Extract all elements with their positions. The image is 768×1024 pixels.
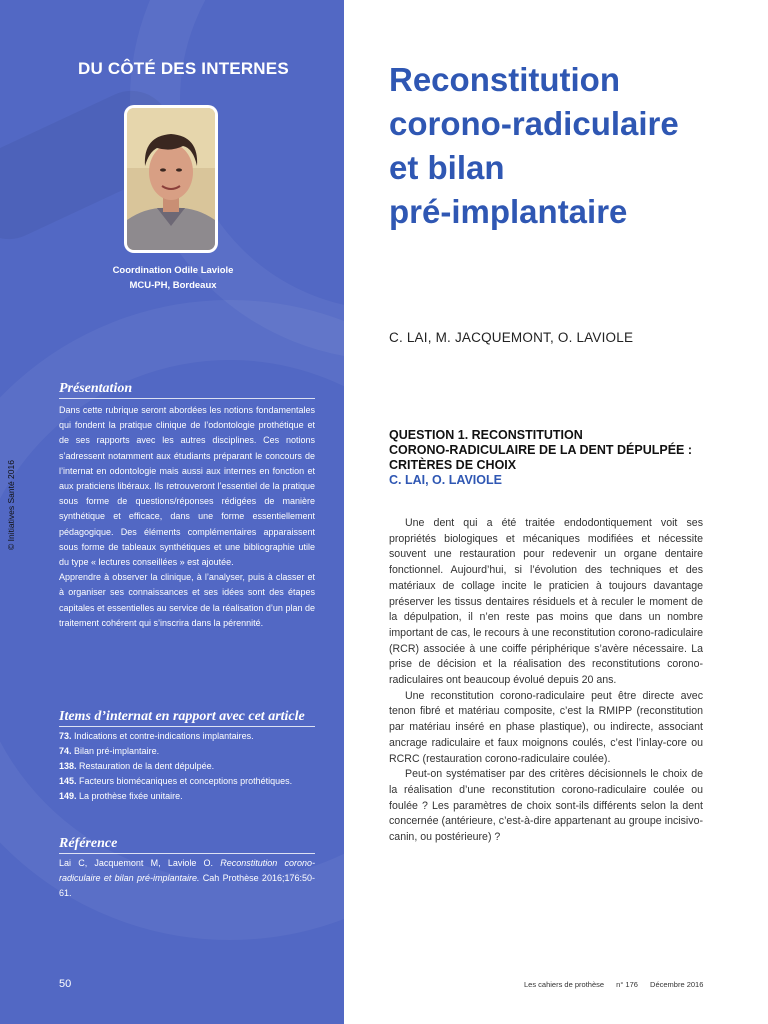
divider <box>59 726 315 727</box>
article-title <box>389 58 679 234</box>
section-label: DU CÔTÉ DES INTERNES <box>78 59 289 78</box>
list-item <box>59 744 329 759</box>
page-footer <box>524 980 713 989</box>
item-number: 138. <box>59 761 77 771</box>
reference-text <box>59 856 315 902</box>
reference-authors: Lai C, Jacquemont M, Laviole O. <box>59 858 214 868</box>
divider <box>59 398 315 399</box>
body-paragraph: Peut-on systématiser par des critères décisionnels le choix de la réalisation d’une reconstitution corono-radiculaire coulée ou foulée ? Les paramètres de choix sont-ils différents selon la dent concernée (antérieure, c’est-à-dire appartenant au groupe incisivo-canin, ou postérieure) ? <box>389 768 703 844</box>
item-text: Bilan pré-implantaire. <box>74 746 160 756</box>
page-number: 50 <box>59 978 72 990</box>
question-heading <box>389 428 719 488</box>
author-photo <box>127 108 215 250</box>
coordination-affiliation: MCU-PH, Bordeaux <box>129 280 217 291</box>
presentation-paragraph: Apprendre à observer la clinique, à l’analyser, puis à classer et à organiser ses connaissances et ses idées sont des étapes capitales et essentielles au service de la réalisation d’un plan de traitement cohérent qui s’inscrira dans la pérennité. <box>59 572 315 628</box>
item-text: Restauration de la dent dépulpée. <box>79 761 215 771</box>
question-line: CORONO-RADICULAIRE DE LA DENT DÉPULPÉE : <box>389 443 693 457</box>
author-photo-frame <box>124 105 218 253</box>
article-authors: C. LAI, M. JACQUEMONT, O. LAVIOLE <box>389 330 634 345</box>
presentation-heading: Présentation <box>59 381 133 396</box>
divider <box>59 853 315 854</box>
body-paragraph: Une reconstitution corono-radiculaire peut être directe avec tenon fibré et matériau composite, c’est la RMIPP (reconstitution par matériau inséré en phase plastique), ou indirecte, associant ancrage radiculaire et faux moignons coulés, c’est l’inlay-core ou RCRC (restauration corono-radiculaire coulée). <box>389 689 703 765</box>
question-line: QUESTION 1. RECONSTITUTION <box>389 428 583 442</box>
title-line: et bilan <box>389 149 505 186</box>
item-text: La prothèse fixée unitaire. <box>79 791 183 801</box>
item-number: 145. <box>59 776 77 786</box>
reference-title: Reconstitution corono-radiculaire et bilan pré-implantaire. <box>59 858 315 884</box>
presentation-paragraph: Dans cette rubrique seront abordées les notions fondamentales qui fondent la pratique clinique de l’odontologie prothétique et de ses rapports avec les autres disciplines. Ces notions s’adressent notamment aux étudiants préparant le concours de l’internat en odontologie mais aussi aux internes en fonction et aux praticiens libéraux. Ils retrouveront l’essentiel de la pratique sous forme de questions/réponses rédigées de manière synthétique et efficace, dans une forme essentiellement pédagogique. Des éléments complémentaires apparaissent sous forme de tableaux synthétiques et une bibliographie utile du type « lectures conseillées » est ajoutée. <box>59 405 315 568</box>
title-line: Reconstitution <box>389 61 620 98</box>
items-heading: Items d’internat en rapport avec cet article <box>59 709 305 724</box>
coordination-name: Coordination Odile Laviole <box>112 265 234 276</box>
question-authors: C. LAI, O. LAVIOLE <box>389 473 502 487</box>
title-line: pré-implantaire <box>389 193 628 230</box>
list-item <box>59 729 329 744</box>
question-line: CRITÈRES DE CHOIX <box>389 458 517 472</box>
item-number: 149. <box>59 791 77 801</box>
item-text: Indications et contre-indications implantaires. <box>74 731 254 741</box>
list-item <box>59 759 329 774</box>
sidebar-panel <box>0 0 344 1024</box>
article-body <box>389 516 703 846</box>
journal-name: Les cahiers de prothèse <box>524 980 605 989</box>
item-text: Facteurs biomécaniques et conceptions prothétiques. <box>79 776 293 786</box>
issue-number: n° 176 <box>616 980 638 989</box>
copyright-notice <box>4 440 18 570</box>
copyright-text: © Initiatives Santé 2016 <box>6 460 16 550</box>
reference-source: Cah Prothèse 2016;176:50-61. <box>59 873 315 899</box>
issue-date: Décembre 2016 <box>650 980 704 989</box>
title-line: corono-radiculaire <box>389 105 679 142</box>
list-item <box>59 774 329 789</box>
item-number: 74. <box>59 746 72 756</box>
reference-heading: Référence <box>59 836 118 851</box>
item-number: 73. <box>59 731 72 741</box>
list-item <box>59 789 329 804</box>
items-list <box>59 729 329 804</box>
presentation-text <box>59 403 315 631</box>
body-paragraph: Une dent qui a été traitée endodontiquement voit ses propriétés biologiques et mécaniques modifiées et nécessite souvent une restauration pour redevenir un organe dentaire fonctionnel. Aujourd’hui, si l’évolution des techniques et des matériaux de collage incite le praticien à toujours davantage préserver les tissus dentaires résiduels et à reculer le moment de la dépulpation, il n’en reste pas moins que dans un nombre important de cas, le recours à une reconstitution corono-radiculaire (RCR) associée à une coiffe périphérique s’avère nécessaire. La prise de décision et la réalisation des reconstitutions corono-radiculaires ont beaucoup évolué depuis 20 ans. <box>389 517 703 687</box>
portrait-image <box>127 108 215 250</box>
